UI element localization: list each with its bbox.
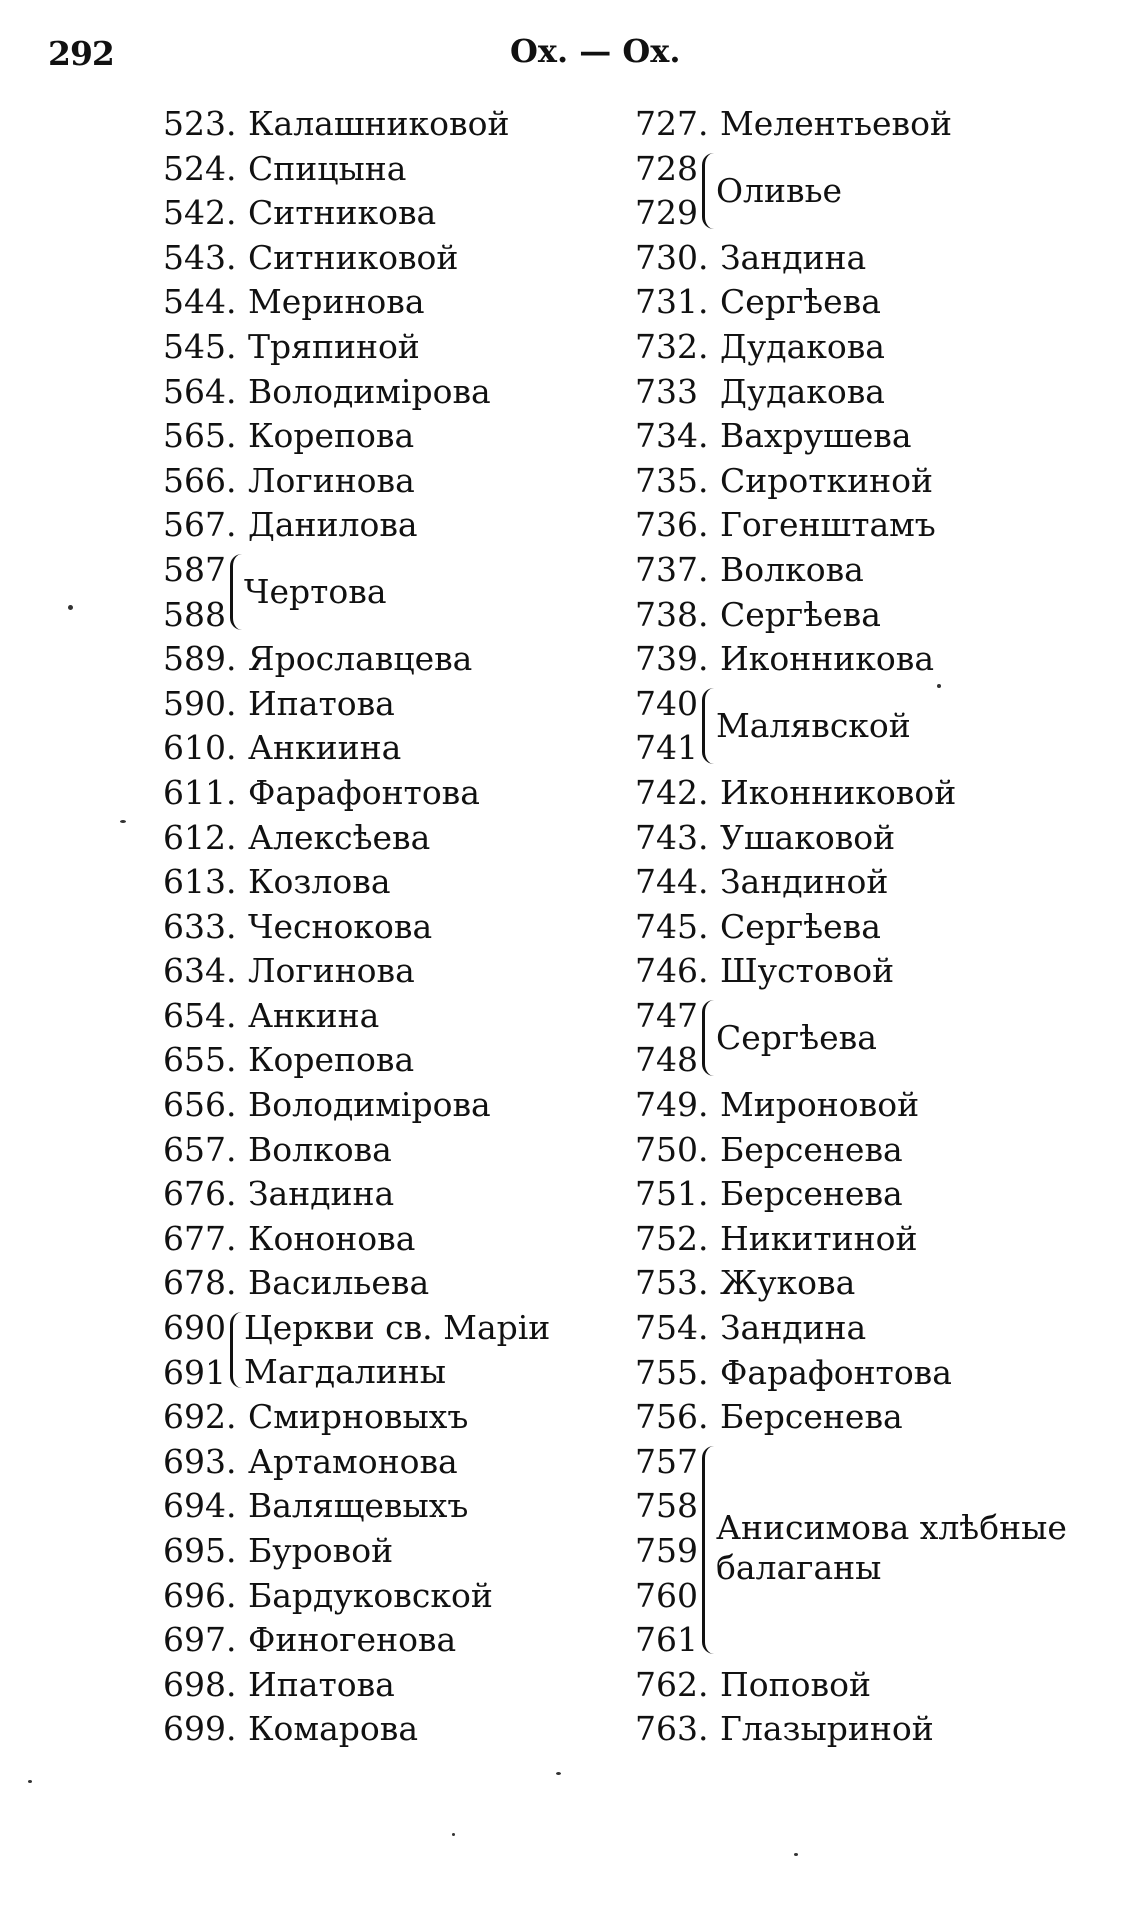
list-item: 657. Волкова bbox=[140, 1128, 509, 1173]
list-item: 746. Шустовой bbox=[612, 949, 956, 994]
item-name: Берсенева bbox=[720, 1174, 903, 1214]
item-name: Володимiрова bbox=[248, 1085, 491, 1125]
item-number: 567 bbox=[163, 505, 226, 545]
item-number: 760 bbox=[635, 1575, 698, 1615]
list-item: 695. Буровой bbox=[140, 1529, 509, 1574]
item-number: 694 bbox=[163, 1486, 226, 1526]
item-number: 634 bbox=[163, 951, 226, 991]
item-number: 748 bbox=[635, 1040, 698, 1080]
item-name: Смирновыхъ bbox=[248, 1397, 469, 1437]
item-name: Зандина bbox=[248, 1174, 395, 1214]
right-rows-c bbox=[612, 771, 956, 994]
item-name: Никитиной bbox=[720, 1218, 918, 1258]
list-item: 655. Корепова bbox=[140, 1038, 509, 1083]
item-number: 739 bbox=[635, 639, 698, 679]
item-name: Козлова bbox=[248, 862, 391, 902]
item-name: Корепова bbox=[248, 1040, 415, 1080]
right-rows-a bbox=[612, 102, 956, 147]
speck bbox=[452, 1833, 455, 1836]
item-number: 655 bbox=[163, 1040, 226, 1080]
list-item: 749. Мироновой bbox=[612, 1083, 956, 1128]
list-item: 693. Артамонова bbox=[140, 1440, 509, 1485]
list-item: 523. Калашниковой bbox=[140, 102, 509, 147]
item-number: 677 bbox=[163, 1218, 226, 1258]
list-item: 696. Бардуковской bbox=[140, 1574, 509, 1619]
item-name: Сергѣева bbox=[716, 1017, 877, 1057]
item-number: 613 bbox=[163, 862, 226, 902]
item-number: 697 bbox=[163, 1620, 226, 1660]
item-number: 633 bbox=[163, 906, 226, 946]
list-item: 751. Берсенева bbox=[612, 1172, 956, 1217]
item-name: Ситниковой bbox=[248, 237, 459, 277]
item-number: 747 bbox=[635, 995, 698, 1035]
item-number: 756 bbox=[635, 1397, 698, 1437]
item-name: Анкиина bbox=[248, 728, 402, 768]
list-item: 612. Алексѣева bbox=[140, 816, 509, 861]
item-number: 730 bbox=[635, 237, 698, 277]
item-name: Ярославцева bbox=[248, 639, 473, 679]
brace bbox=[702, 1446, 715, 1654]
left-column bbox=[140, 102, 551, 1752]
right-rows-b bbox=[612, 236, 956, 682]
list-item: 763. Глазыриной bbox=[612, 1707, 956, 1752]
item-number: 696 bbox=[163, 1575, 226, 1615]
item-number: 690 bbox=[163, 1308, 226, 1348]
list-item: 611. Фарафонтова bbox=[140, 771, 509, 816]
item-number: 752 bbox=[635, 1218, 698, 1258]
list-item: 634. Логинова bbox=[140, 949, 509, 994]
item-name: Зандина bbox=[720, 1308, 867, 1348]
list-item: 589. Ярославцева bbox=[140, 637, 509, 682]
item-number: 735 bbox=[635, 460, 698, 500]
item-name-line1: Анисимова хлѣбные bbox=[716, 1507, 1067, 1547]
speck bbox=[937, 684, 941, 688]
item-name: Фарафонтова bbox=[720, 1352, 952, 1392]
item-name: Волкова bbox=[248, 1129, 392, 1169]
speck bbox=[556, 1772, 561, 1775]
item-number: 698 bbox=[163, 1664, 226, 1704]
list-item: 654. Анкина bbox=[140, 994, 509, 1039]
item-name: Зандиной bbox=[720, 862, 889, 902]
item-name-line1: Церкви св. Марiи bbox=[244, 1308, 551, 1348]
list-item: 613. Козлова bbox=[140, 860, 509, 905]
item-name: Корепова bbox=[248, 416, 415, 456]
item-number: 590 bbox=[163, 683, 226, 723]
item-number: 699 bbox=[163, 1709, 226, 1749]
item-number: 727 bbox=[635, 104, 698, 143]
list-item: 739. Иконникова bbox=[612, 637, 956, 682]
item-name: Жукова bbox=[720, 1263, 856, 1303]
speck bbox=[68, 605, 73, 610]
list-item: 545. Тряпиной bbox=[140, 325, 509, 370]
item-number: 544 bbox=[163, 282, 226, 322]
item-name: Ситникова bbox=[248, 193, 437, 233]
brace bbox=[230, 554, 243, 630]
item-name: Берсенева bbox=[720, 1397, 903, 1437]
item-number: 734 bbox=[635, 416, 698, 456]
item-name: Володимiрова bbox=[248, 371, 491, 411]
list-item: 564. Володимiрова bbox=[140, 370, 509, 415]
item-name: Дудакова bbox=[720, 326, 885, 366]
item-name: Ипатова bbox=[248, 1664, 395, 1704]
item-name: Сергѣева bbox=[720, 906, 881, 946]
list-item: 566. Логинова bbox=[140, 459, 509, 504]
item-number: 740 bbox=[635, 683, 698, 723]
list-item: 752. Никитиной bbox=[612, 1217, 956, 1262]
list-item: 727. Мелентьевой bbox=[612, 102, 956, 147]
list-item: 762. Поповой bbox=[612, 1663, 956, 1708]
item-number: 566 bbox=[163, 460, 226, 500]
item-number: 738 bbox=[635, 594, 698, 634]
item-number: 524 bbox=[163, 148, 226, 188]
item-name: Тряпиной bbox=[248, 326, 420, 366]
item-name: Бардуковской bbox=[248, 1575, 493, 1615]
list-item: 697. Финогенова bbox=[140, 1618, 509, 1663]
item-name: Малявской bbox=[716, 705, 911, 745]
item-name: Иконникова bbox=[720, 639, 935, 679]
item-number: 744 bbox=[635, 862, 698, 902]
list-item: 742. Иконниковой bbox=[612, 771, 956, 816]
item-name: Сергѣева bbox=[720, 282, 881, 322]
item-name: Кононова bbox=[248, 1218, 416, 1258]
item-number: 588 bbox=[163, 594, 226, 634]
item-number: 759 bbox=[635, 1531, 698, 1570]
item-number: 743 bbox=[635, 817, 698, 857]
speck bbox=[794, 1853, 798, 1856]
item-name: Фарафонтова bbox=[248, 772, 480, 812]
right-rows-d bbox=[612, 1083, 956, 1440]
item-number: 737 bbox=[635, 549, 698, 589]
item-number: 751 bbox=[635, 1174, 698, 1214]
list-item: 737. Волкова bbox=[612, 548, 956, 593]
item-name: Спицына bbox=[248, 148, 407, 188]
item-name: Калашниковой bbox=[248, 104, 510, 143]
item-name: Мироновой bbox=[720, 1085, 920, 1125]
list-item: 692. Смирновыхъ bbox=[140, 1395, 509, 1440]
item-number: 676 bbox=[163, 1174, 226, 1214]
bracket-group bbox=[612, 147, 956, 236]
list-item: 753. Жукова bbox=[612, 1261, 956, 1306]
item-name: Ушаковой bbox=[720, 817, 896, 857]
item-name: Гогенштамъ bbox=[720, 505, 936, 545]
item-name: Поповой bbox=[720, 1664, 871, 1704]
item-number: 755 bbox=[635, 1352, 698, 1392]
list-item: 755. Фарафонтова bbox=[612, 1351, 956, 1396]
item-name: Валящевыхъ bbox=[248, 1486, 469, 1526]
item-number: 543 bbox=[163, 237, 226, 277]
item-number: 762 bbox=[635, 1664, 698, 1704]
item-number: 545 bbox=[163, 326, 226, 366]
list-item: 677. Кононова bbox=[140, 1217, 509, 1262]
running-head: Ох. — Ох. bbox=[510, 32, 681, 70]
item-number: 732 bbox=[635, 326, 698, 366]
list-item: 732. Дудакова bbox=[612, 325, 956, 370]
list-item: 738. Сергѣева bbox=[612, 593, 956, 638]
item-name: Оливье bbox=[716, 170, 843, 210]
item-number: 749 bbox=[635, 1085, 698, 1125]
item-name: Сергѣева bbox=[720, 594, 881, 634]
item-name-line2: балаганы bbox=[716, 1547, 882, 1587]
item-name: Чертова bbox=[244, 571, 387, 611]
item-number: 753 bbox=[635, 1263, 698, 1303]
item-number: 741 bbox=[635, 728, 698, 768]
list-item: 567. Данилова bbox=[140, 503, 509, 548]
item-name: Мелентьевой bbox=[720, 104, 952, 143]
item-name: Меринова bbox=[248, 282, 425, 322]
list-item: 698. Ипатова bbox=[140, 1663, 509, 1708]
item-name: Буровой bbox=[248, 1531, 394, 1570]
item-number: 731 bbox=[635, 282, 698, 322]
item-name: Васильева bbox=[248, 1263, 430, 1303]
bracket-group bbox=[612, 1440, 1067, 1663]
item-name: Дудакова bbox=[720, 371, 885, 411]
item-number: 565 bbox=[163, 416, 226, 456]
right-column bbox=[612, 102, 1067, 1752]
item-number: 754 bbox=[635, 1308, 698, 1348]
item-number: 758 bbox=[635, 1486, 698, 1526]
list-item: 699. Комарова bbox=[140, 1707, 509, 1752]
item-name: Шустовой bbox=[720, 951, 895, 991]
list-item: 734. Вахрушева bbox=[612, 414, 956, 459]
item-name: Вахрушева bbox=[720, 416, 912, 456]
item-number: 542 bbox=[163, 193, 226, 233]
item-name: Глазыриной bbox=[720, 1709, 934, 1749]
page-number: 292 bbox=[48, 34, 114, 73]
item-name: Логинова bbox=[248, 460, 415, 500]
item-number: 763 bbox=[635, 1709, 698, 1749]
item-number: 564 bbox=[163, 371, 226, 411]
list-item: 524. Спицына bbox=[140, 147, 509, 192]
list-item: 756. Берсенева bbox=[612, 1395, 956, 1440]
item-name: Финогенова bbox=[248, 1620, 457, 1660]
item-number: 610 bbox=[163, 728, 226, 768]
list-item: 542. Ситникова bbox=[140, 191, 509, 236]
item-number: 587 bbox=[163, 549, 226, 589]
list-item: 656. Володимiрова bbox=[140, 1083, 509, 1128]
speck bbox=[120, 820, 126, 823]
item-name: Логинова bbox=[248, 951, 415, 991]
item-name: Берсенева bbox=[720, 1129, 903, 1169]
item-number: 746 bbox=[635, 951, 698, 991]
item-name: Комарова bbox=[248, 1709, 418, 1749]
item-number: 733 bbox=[635, 371, 698, 411]
brace bbox=[702, 688, 715, 764]
item-number: 745 bbox=[635, 906, 698, 946]
left-rows-c bbox=[140, 1395, 509, 1752]
item-number: 757 bbox=[635, 1441, 698, 1481]
item-name: Иконниковой bbox=[720, 772, 957, 812]
item-number: 695 bbox=[163, 1531, 226, 1570]
item-number: 657 bbox=[163, 1129, 226, 1169]
item-name: Данилова bbox=[248, 505, 418, 545]
item-number: 728 bbox=[635, 148, 698, 188]
left-rows-a bbox=[140, 102, 509, 548]
list-item: 610. Анкиина bbox=[140, 726, 509, 771]
list-item: 590. Ипатова bbox=[140, 682, 509, 727]
item-name: Волкова bbox=[720, 549, 864, 589]
item-name: Сироткиной bbox=[720, 460, 933, 500]
item-number: 691 bbox=[163, 1352, 226, 1392]
item-number: 692 bbox=[163, 1397, 226, 1437]
item-number: 742 bbox=[635, 772, 698, 812]
right-rows-e bbox=[612, 1663, 956, 1752]
item-number: 523 bbox=[163, 104, 226, 143]
item-name: Чеснокова bbox=[248, 906, 433, 946]
item-number: 729 bbox=[635, 193, 698, 233]
bracket-group bbox=[140, 1306, 551, 1395]
item-number: 736 bbox=[635, 505, 698, 545]
bracket-group bbox=[140, 548, 509, 637]
list-item: 544. Меринова bbox=[140, 280, 509, 325]
brace bbox=[230, 1312, 243, 1388]
item-name: Ипатова bbox=[248, 683, 395, 723]
item-name: Анкина bbox=[248, 995, 380, 1035]
bracket-group bbox=[612, 994, 956, 1083]
item-number: 612 bbox=[163, 817, 226, 857]
item-name: Алексѣева bbox=[248, 817, 431, 857]
left-rows-b bbox=[140, 637, 509, 1306]
list-item: 735. Сироткиной bbox=[612, 459, 956, 504]
list-item: 750. Берсенева bbox=[612, 1128, 956, 1173]
item-name-line2: Магдалины bbox=[244, 1352, 446, 1392]
list-item: 731. Сергѣева bbox=[612, 280, 956, 325]
item-number: 589 bbox=[163, 639, 226, 679]
list-item: 678. Васильева bbox=[140, 1261, 509, 1306]
item-name: Зандина bbox=[720, 237, 867, 277]
item-number: 693 bbox=[163, 1441, 226, 1481]
item-number: 678 bbox=[163, 1263, 226, 1303]
list-item: 633. Чеснокова bbox=[140, 905, 509, 950]
list-item: 744. Зандиной bbox=[612, 860, 956, 905]
item-number: 654 bbox=[163, 995, 226, 1035]
brace bbox=[702, 153, 715, 229]
list-item: 565. Корепова bbox=[140, 414, 509, 459]
speck bbox=[28, 1780, 32, 1783]
item-number: 656 bbox=[163, 1085, 226, 1125]
item-number: 750 bbox=[635, 1129, 698, 1169]
item-number: 611 bbox=[163, 772, 226, 812]
list-item: 754. Зандина bbox=[612, 1306, 956, 1351]
brace bbox=[702, 1000, 715, 1076]
list-item: 730. Зандина bbox=[612, 236, 956, 281]
item-number: 761 bbox=[635, 1620, 698, 1660]
list-item: 694. Валящевыхъ bbox=[140, 1484, 509, 1529]
list-item bbox=[612, 370, 956, 415]
list-item: 745. Сергѣева bbox=[612, 905, 956, 950]
bracket-group bbox=[612, 682, 956, 771]
item-name: Артамонова bbox=[248, 1441, 458, 1481]
list-item: 543. Ситниковой bbox=[140, 236, 509, 281]
list-item: 736. Гогенштамъ bbox=[612, 503, 956, 548]
list-item: 676. Зандина bbox=[140, 1172, 509, 1217]
list-item: 743. Ушаковой bbox=[612, 816, 956, 861]
